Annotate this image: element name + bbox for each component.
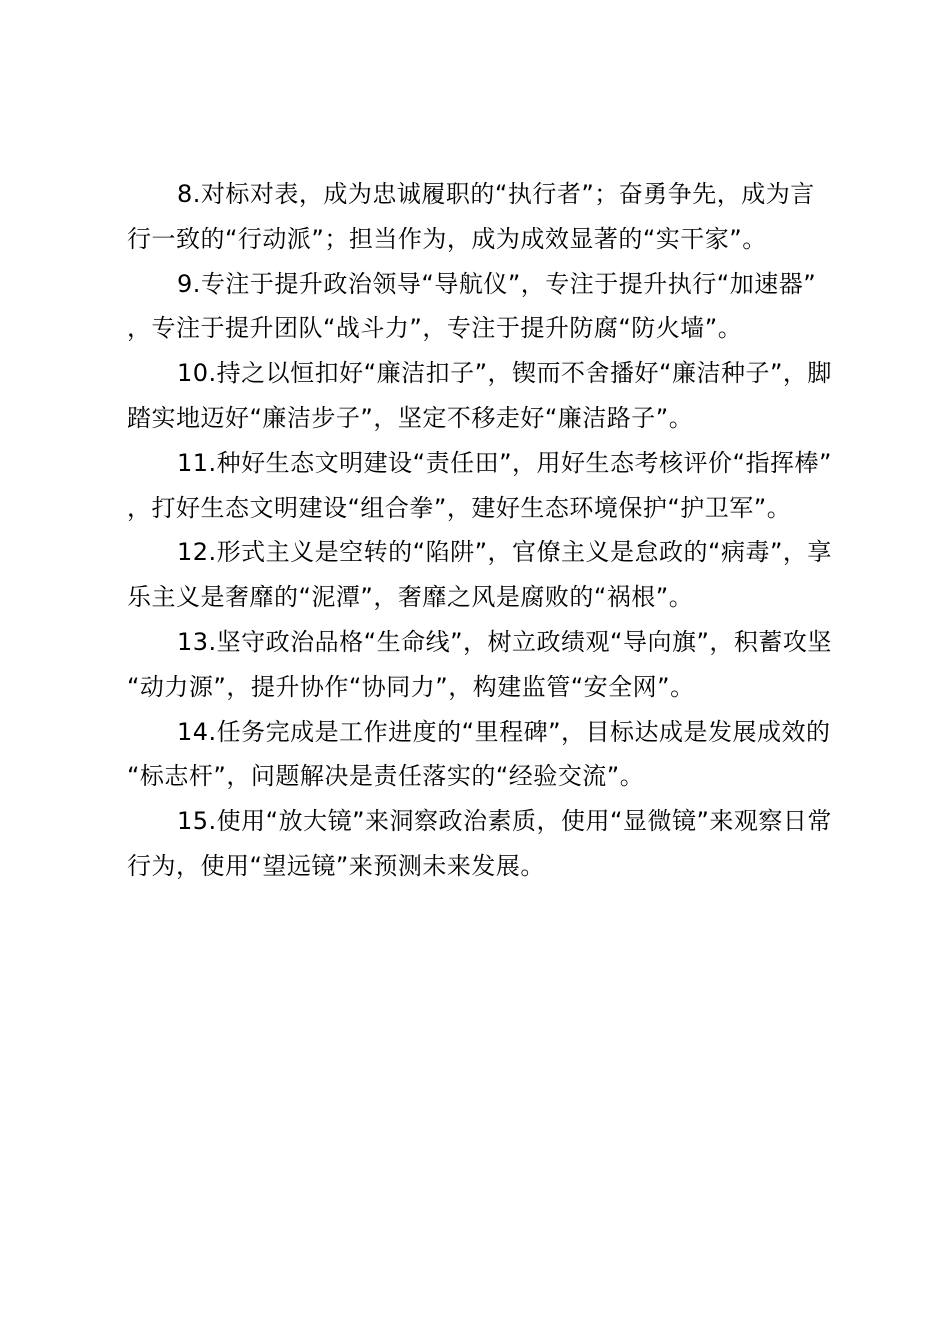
paragraph-13: 13.坚守政治品格“生命线”，树立政绩观“导向旗”，积蓄攻坚“动力源”，提升协作“协同力”，构建监管“安全网”。 xyxy=(127,627,832,701)
paragraph-15: 15.使用“放大镜”来洞察政治素质，使用“显微镜”来观察日常行为，使用“望远镜”来预测未来发展。 xyxy=(127,807,832,880)
paragraph-14: 14.任务完成是工作进度的“里程碑”，目标达成是发展成效的“标志杆”，问题解决是责任落实的“经验交流”。 xyxy=(127,717,831,791)
paragraph-9: 9.专注于提升政治领导“导航仪”，专注于提升执行“加速器”，专注于提升团队“战斗力”，专注于提升防腐“防火墙”。 xyxy=(127,269,817,343)
paragraph-12: 12.形式主义是空转的“陷阱”，官僚主义是怠政的“病毒”，享乐主义是奢靡的“泥潭”，奢靡之风是腐败的“祸根”。 xyxy=(127,538,832,612)
paragraph-11: 11.种好生态文明建设“责任田”，用好生态考核评价“指挥棒”，打好生态文明建设“组合拳”，建好生态环境保护“护卫军”。 xyxy=(127,448,832,522)
paragraph-8: 8.对标对表，成为忠诚履职的“执行者”；奋勇争先，成为言行一致的“行动派”；担当作为，成为成效显著的“实干家”。 xyxy=(127,180,815,253)
document-body xyxy=(127,172,837,889)
paragraph-10: 10.持之以恒扣好“廉洁扣子”，锲而不舍播好“廉洁种子”，脚踏实地迈好“廉洁步子”，坚定不移走好“廉洁路子”。 xyxy=(127,359,832,432)
